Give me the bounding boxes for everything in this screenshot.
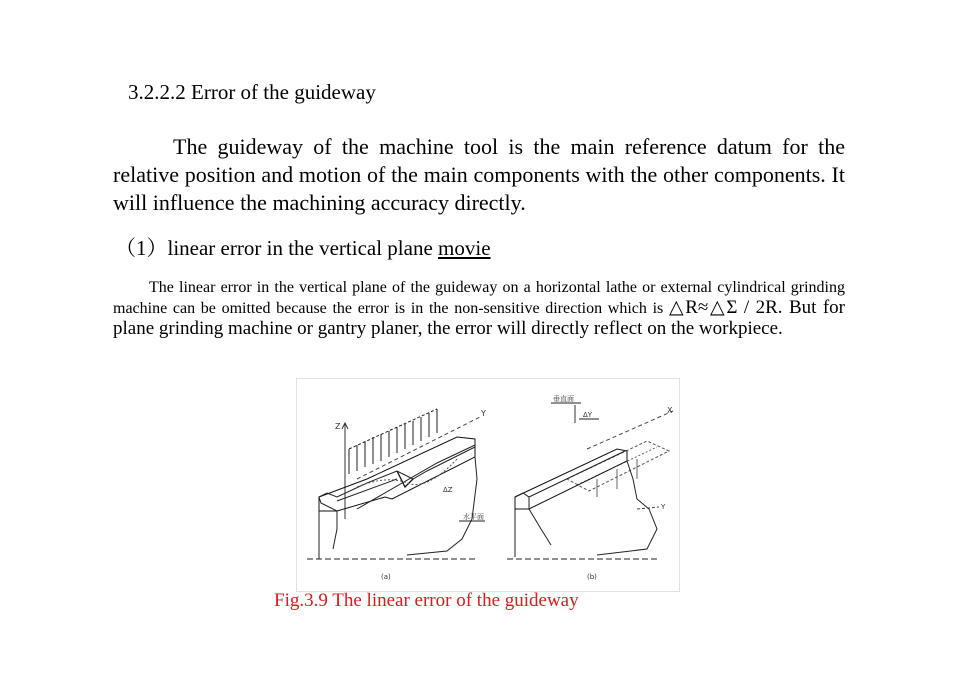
guideway-figure [296,378,680,592]
diagram-a [307,409,486,581]
figure-caption: Fig.3.9 The linear error of the guideway [274,590,579,611]
sub-label-a: (a) [381,573,391,581]
a-delta-z: ΔZ [443,486,453,494]
formula: △R≈△ [668,297,727,318]
a-axis-z: Z [335,422,341,431]
diagram-b [507,394,673,581]
a-cn-label: 水平面 [463,513,484,521]
detail-paragraph [113,278,845,340]
formula-symbol: Σ [726,297,738,318]
item-label: （1）linear error in the vertical plane [115,236,439,260]
b-axis-x: X [667,406,673,415]
guideway-drawing [297,379,679,591]
sub-label-b: (b) [587,573,597,581]
section-heading: 3.2.2.2 Error of the guideway [128,80,376,104]
b-axis-y: Y [661,503,666,511]
intro-paragraph [113,133,845,217]
detail-text-1: The linear error in the vertical plane of the guideway on a horizontal lathe or external cylindrical grinding machine can be omitted because the error is in the non-sensitive direction which is [113,279,845,317]
detail-text-2: / 2R. But for plane grinding machine or gantry planer, the error will directly reflect on the workpiece. [113,297,845,339]
list-item-linear-error [115,232,491,262]
movie-link[interactable]: movie [438,236,491,260]
b-cn-label: 垂直面 [553,395,574,403]
a-axis-y: Y [481,409,486,418]
b-delta-y: ΔY [583,411,593,419]
intro-text: The guideway of the machine tool is the main reference datum for the relative position and motion of the main components with the other components. It will influence the machining accuracy directly. [113,134,845,215]
